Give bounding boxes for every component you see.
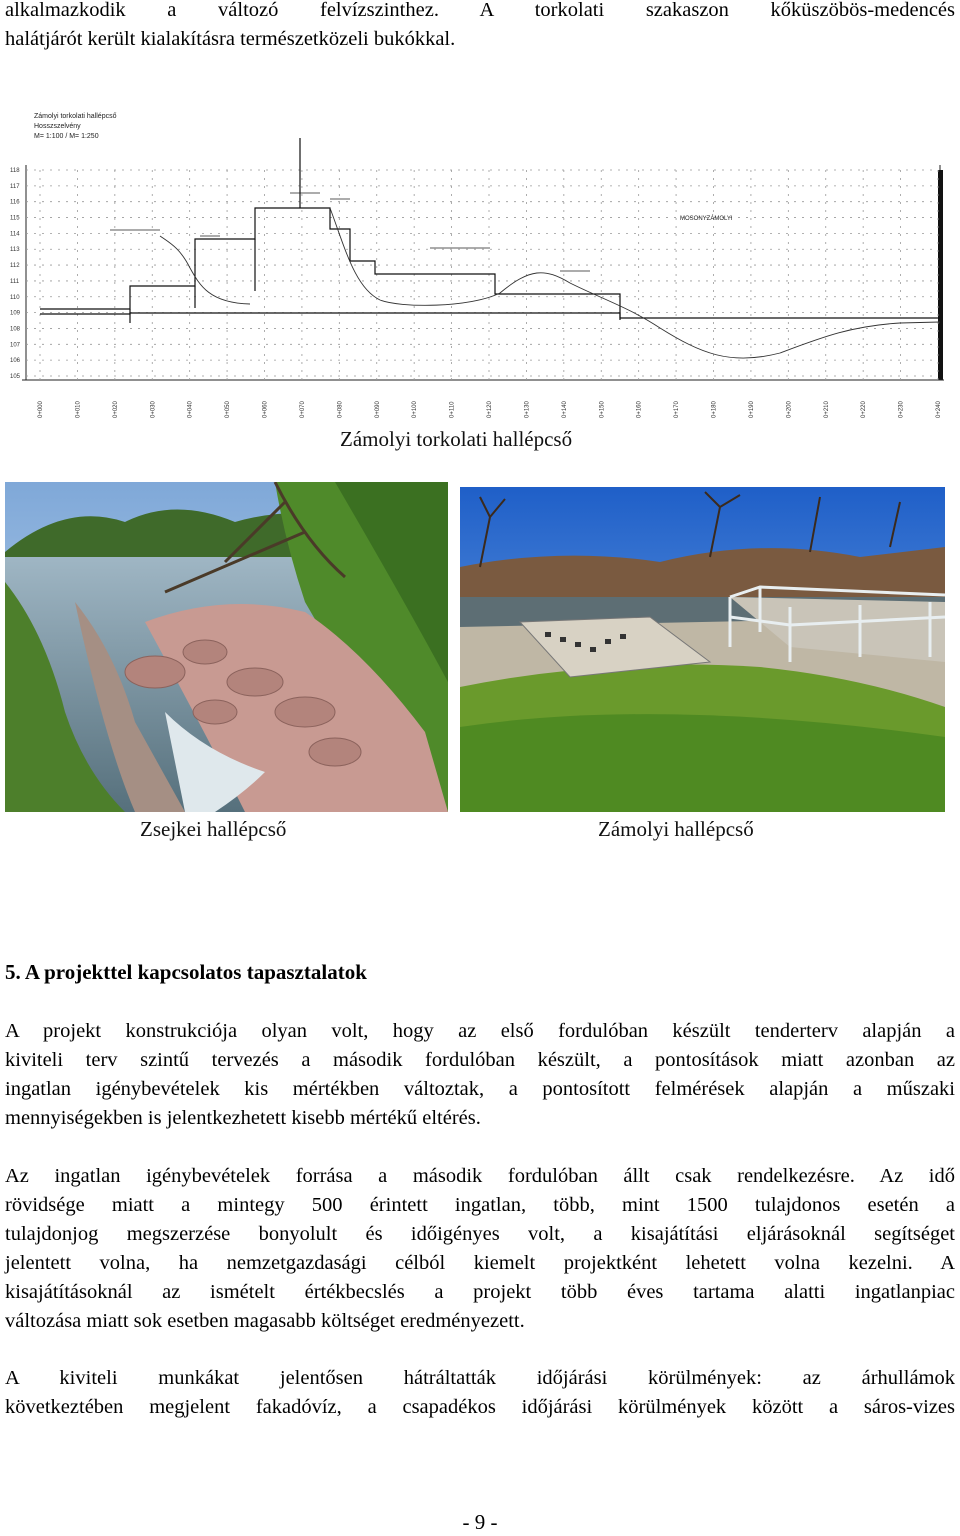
text-line: Az ingatlan igénybevételek forrása a második fordulóban állt csak rendelkezésre. Az idő — [5, 1165, 955, 1187]
y-tick-label: 114 — [10, 231, 20, 238]
drawing-title: Zámolyi torkolati hallépcső — [34, 113, 117, 120]
x-station-label: 0+240 — [936, 401, 942, 418]
y-tick-label: 115 — [10, 215, 20, 222]
text-line: rövidsége miatt a mintegy 500 érintett ingatlan, több, mint 1500 tulajdonos esetén a — [5, 1194, 955, 1216]
left-photo-caption: Zsejkei hallépcső — [140, 817, 287, 841]
x-station-label: 0+090 — [374, 401, 381, 418]
text-line: kisajátításoknál az ismételt értékbecslés a projekt több éves tartama alatti ingatlanpiac — [5, 1281, 955, 1303]
y-tick-label: 116 — [10, 199, 20, 206]
x-station-label: 0+140 — [561, 401, 568, 418]
x-station-label: 0+230 — [898, 401, 905, 418]
y-tick-label: 112 — [10, 263, 20, 270]
y-tick-label: 113 — [10, 247, 20, 254]
site-label: MOSONYZÁMOLYI — [680, 216, 733, 222]
text-line: ingatlan igénybevételek kis mértékben változtak, a pontosított felmérések alapján a műszaki — [5, 1078, 955, 1100]
x-station-label: 0+000 — [38, 401, 44, 418]
x-station-label: 0+040 — [187, 401, 194, 418]
y-tick-label: 107 — [10, 342, 21, 349]
zamolyi-photo — [460, 487, 945, 812]
intro-paragraph — [5, 0, 955, 54]
x-station-label: 0+130 — [524, 401, 531, 418]
x-station-label: 0+160 — [636, 401, 643, 418]
text-line: mennyiségekben is jelentkezhetett kisebb mértékű eltérés. — [5, 1107, 481, 1129]
longitudinal-section-drawing — [0, 108, 960, 423]
page-number: - 9 - — [462, 1510, 498, 1534]
x-station-label: 0+200 — [786, 401, 793, 418]
x-station-label: 0+170 — [674, 401, 681, 418]
text-line: kiviteli terv szintű tervezés a második fordulóban készült, a pontosítások miatt azonban az — [5, 1049, 955, 1071]
x-station-label: 0+010 — [75, 401, 82, 418]
x-station-label: 0+070 — [299, 401, 306, 418]
y-tick-label: 118 — [10, 168, 20, 174]
text-line: alkalmazkodik a változó felvízszinthez. A torkolati szakaszon kőküszöbös-medencés — [5, 0, 955, 21]
x-station-label: 0+120 — [487, 401, 493, 418]
paragraph-1 — [5, 1017, 955, 1133]
text-line: A kiviteli munkákat jelentősen hátráltatták időjárási körülmények: az árhullámok — [5, 1367, 955, 1389]
x-station-label: 0+080 — [337, 401, 344, 418]
y-tick-label: 111 — [10, 278, 20, 285]
text-line: tulajdonjog megszerzése bonyolult és időigényes volt, a kisajátítási eljárásoknál segítséget — [5, 1223, 955, 1245]
y-tick-label: 110 — [10, 294, 20, 301]
text-line: jelentett volna, ha nemzetgazdasági célból kiemelt projektként lehetett volna kezelni. A — [5, 1252, 955, 1274]
right-photo-caption: Zámolyi hallépcső — [598, 817, 754, 841]
y-tick-label: 109 — [10, 310, 21, 317]
y-tick-label: 108 — [10, 326, 21, 333]
x-station-label: 0+100 — [412, 401, 419, 418]
x-station-label: 0+180 — [711, 401, 718, 418]
zsejkei-photo — [5, 482, 448, 812]
x-station-label: 0+030 — [150, 401, 157, 418]
x-station-label: 0+190 — [748, 401, 755, 418]
y-tick-label: 105 — [10, 374, 21, 380]
drawing-scale: M= 1:100 / M= 1:250 — [34, 133, 99, 140]
drawing-subtitle: Hosszszelvény — [34, 123, 81, 130]
x-station-label: 0+150 — [599, 401, 606, 418]
x-station-label: 0+020 — [112, 401, 119, 418]
y-tick-label: 117 — [10, 183, 20, 190]
text-line: változása miatt sok esetben magasabb költséget eredményezett. — [5, 1310, 525, 1332]
text-line: A projekt konstrukciója olyan volt, hogy az első fordulóban készült tenderterv alapján a — [5, 1020, 955, 1042]
x-station-label: 0+050 — [225, 401, 232, 418]
diagram-caption: Zámolyi torkolati hallépcső — [340, 427, 573, 451]
text-line: halátjárót került kialakításra természetközeli bukókkal. — [5, 28, 456, 50]
x-station-label: 0+220 — [861, 401, 868, 418]
x-station-label: 0+210 — [823, 401, 830, 418]
section-heading: 5. A projekttel kapcsolatos tapasztalatok — [5, 960, 367, 984]
y-tick-label: 106 — [10, 358, 21, 365]
text-line: következtében megjelent fakadóvíz, a csapadékos időjárási körülmények között a sáros-vizes — [5, 1396, 955, 1418]
x-station-label: 0+060 — [262, 401, 269, 418]
paragraph-3 — [5, 1364, 955, 1422]
x-station-label: 0+110 — [449, 401, 456, 418]
paragraph-2 — [5, 1162, 955, 1336]
